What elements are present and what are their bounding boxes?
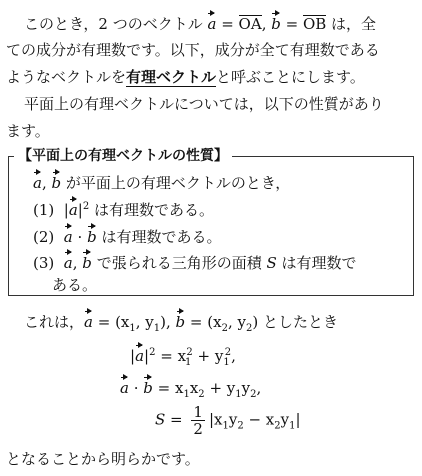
coord-text: , y xyxy=(227,313,246,331)
coord-text: , y xyxy=(135,313,154,331)
intro-line-3 xyxy=(6,67,365,87)
vector-b: b xyxy=(87,224,97,244)
intro-text: と呼ぶことにします。 xyxy=(216,68,365,86)
eq-rhs: = x xyxy=(157,379,184,397)
coord-text: = (x xyxy=(185,313,222,331)
vector-b: b xyxy=(82,250,92,270)
fraction-half: $\frac{1}{2}$ xyxy=(193,403,203,438)
box-condition: a, b が平面上の有理ベクトルのとき， xyxy=(33,170,290,193)
vector-a: a xyxy=(207,11,216,31)
equals: = xyxy=(280,15,303,33)
eq-rhs: |x xyxy=(208,410,223,429)
vector-b: b xyxy=(176,309,186,329)
comma: , xyxy=(261,15,272,33)
box-item-1: (1) $|a|^2$ は有理数である。 xyxy=(33,197,214,220)
vector-b: b xyxy=(271,11,281,31)
condition-text: が平面上の有理ベクトルのとき， xyxy=(65,174,291,192)
proof-lead: これは，$a = (x_1$, $y_1$), $b = (x_2$, $y_2$) としたとき xyxy=(24,309,338,339)
intro-text: は，全 xyxy=(326,15,377,33)
item-number: (1) xyxy=(33,201,55,219)
proof-end: となることから明らかです。 xyxy=(6,450,200,468)
area-S: S xyxy=(155,410,166,429)
vector-a: a xyxy=(135,343,144,363)
equation-norm: $|a|^2 = x_1^2 + y_1^2$, xyxy=(130,342,236,374)
equals: = xyxy=(216,15,239,33)
vector-b: b xyxy=(143,375,153,395)
vector-a: a xyxy=(69,197,78,217)
intro-line-1 xyxy=(24,11,376,34)
proof-text: ) としたとき xyxy=(252,313,338,331)
item-text: は有理数である。 xyxy=(94,201,215,219)
vector-OB: OB xyxy=(302,15,327,33)
equation-area: S = $\frac{1}{2}$ $|x_1y_2 - x_2y_1|$ xyxy=(155,403,301,438)
vector-a: a xyxy=(64,224,73,244)
item-text: は有理数で xyxy=(281,254,357,272)
item-number: (3) xyxy=(33,254,55,272)
intro-text: ようなベクトルを xyxy=(6,68,127,86)
intro-line-2: ての成分が有理数です。以下，成分が全て有理数である xyxy=(6,41,380,59)
defined-term: 有理ベクトル xyxy=(126,68,217,86)
area-S: S xyxy=(266,254,277,272)
vector-a: a xyxy=(33,170,42,190)
item-number: (2) xyxy=(33,228,55,246)
intro-text: このとき，2 つのベクトル xyxy=(24,15,208,33)
vector-a: a xyxy=(84,309,93,329)
item-text: は有理数である。 xyxy=(101,228,222,246)
coord-text: = (x xyxy=(92,313,130,331)
intro-line-5: ます。 xyxy=(6,122,50,140)
equation-dot: $a \cdot b = x_1x_2 + y_1y_2$, xyxy=(120,375,261,406)
box-item-3-cont: ある。 xyxy=(52,276,98,294)
box-item-2: (2) a · b は有理数である。 xyxy=(33,224,221,247)
vector-a: a xyxy=(120,375,129,395)
vector-OA: OA xyxy=(238,15,262,33)
coord-text: ), xyxy=(160,313,176,331)
vector-b: b xyxy=(52,170,62,190)
box-item-3: (3) a, b で張られる三角形の面積 S は有理数で xyxy=(33,250,357,273)
vector-a: a xyxy=(64,250,73,270)
intro-line-4: 平面上の有理ベクトルについては，以下の性質があり xyxy=(24,95,384,113)
proof-text: これは， xyxy=(24,313,85,331)
property-box-title: 【平面上の有理ベクトルの性質】 xyxy=(14,147,232,165)
eq-rhs: = x xyxy=(160,347,187,365)
item-text: で張られる三角形の面積 xyxy=(96,254,262,272)
